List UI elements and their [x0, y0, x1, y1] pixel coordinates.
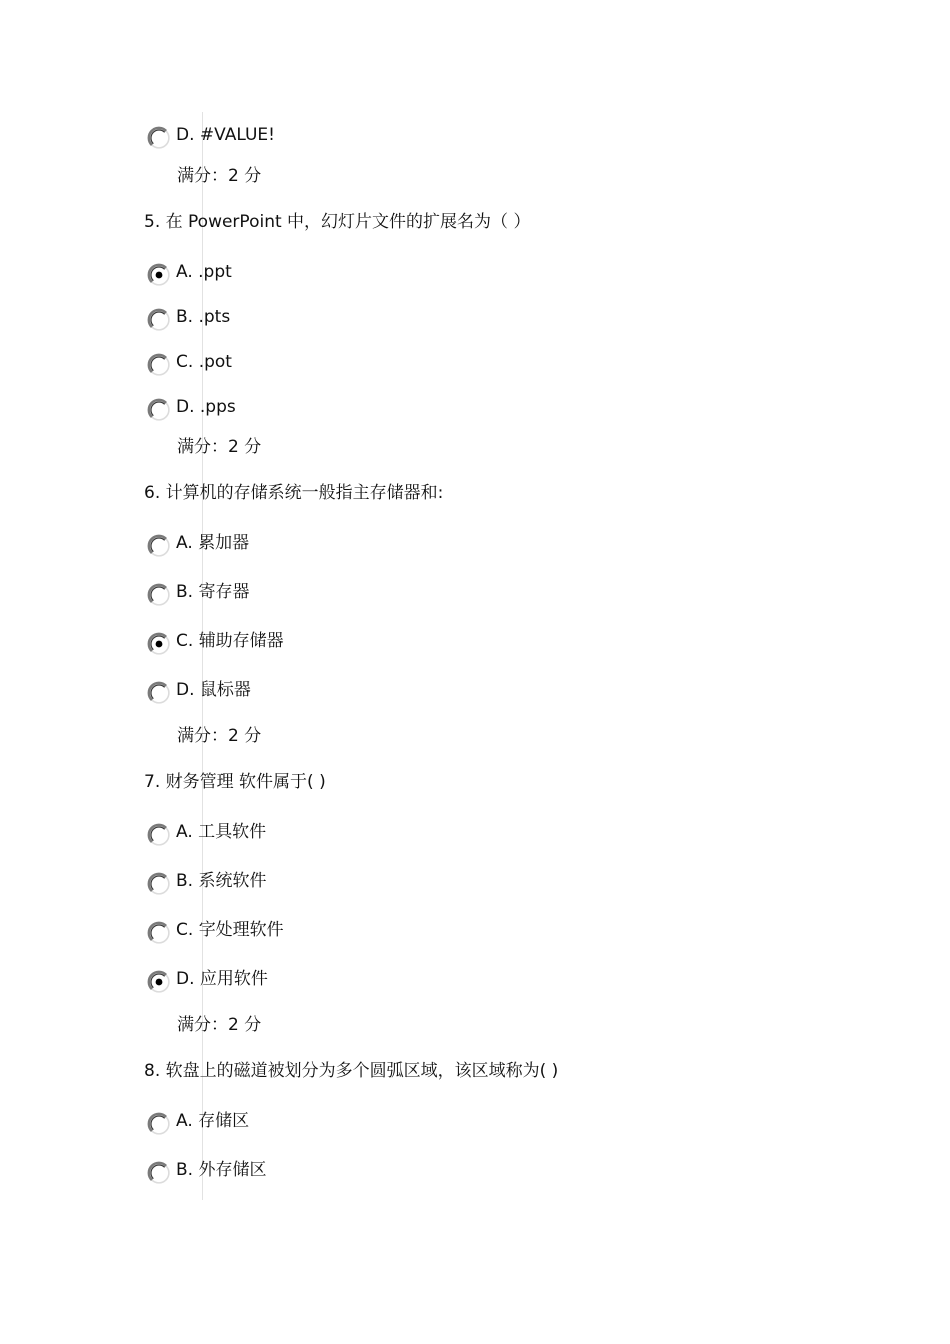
radio-unchecked-icon[interactable] — [146, 920, 172, 946]
radio-unchecked-icon[interactable] — [146, 307, 172, 333]
q5-option-b-label: B. .pts — [176, 307, 231, 327]
radio-unchecked-icon[interactable] — [146, 822, 172, 848]
radio-checked-icon[interactable] — [146, 969, 172, 995]
q7-score: 满分：2 分 — [177, 1015, 262, 1035]
q7-option-a-label: A. 工具软件 — [176, 822, 267, 842]
radio-unchecked-icon[interactable] — [146, 125, 172, 151]
q7-title: 7. 财务管理 软件属于( ) — [144, 772, 326, 792]
q4-option-d-label: D. #VALUE! — [176, 125, 275, 145]
q7-option-d-label: D. 应用软件 — [176, 969, 268, 989]
q6-option-c-label: C. 辅助存储器 — [176, 631, 284, 651]
q6-option-a-label: A. 累加器 — [176, 533, 250, 553]
q6-option-b-label: B. 寄存器 — [176, 582, 250, 602]
radio-unchecked-icon[interactable] — [146, 1111, 172, 1137]
radio-unchecked-icon[interactable] — [146, 582, 172, 608]
q5-title: 5. 在 PowerPoint 中，幻灯片文件的扩展名为（ ） — [144, 212, 531, 232]
q6-option-d-label: D. 鼠标器 — [176, 680, 251, 700]
q5-option-a-label: A. .ppt — [176, 262, 232, 282]
q8-option-a-label: A. 存储区 — [176, 1111, 250, 1131]
q7-option-b-label: B. 系统软件 — [176, 871, 267, 891]
q7-option-c-label: C. 字处理软件 — [176, 920, 284, 940]
radio-unchecked-icon[interactable] — [146, 397, 172, 423]
radio-unchecked-icon[interactable] — [146, 533, 172, 559]
radio-unchecked-icon[interactable] — [146, 871, 172, 897]
q8-option-b-label: B. 外存储区 — [176, 1160, 267, 1180]
radio-checked-icon[interactable] — [146, 631, 172, 657]
q4-score: 满分：2 分 — [177, 166, 262, 186]
radio-unchecked-icon[interactable] — [146, 680, 172, 706]
q8-title: 8. 软盘上的磁道被划分为多个圆弧区域，该区域称为( ) — [144, 1061, 559, 1081]
radio-checked-icon[interactable] — [146, 262, 172, 288]
q5-score: 满分：2 分 — [177, 437, 262, 457]
radio-unchecked-icon[interactable] — [146, 352, 172, 378]
q5-option-d-label: D. .pps — [176, 397, 236, 417]
q6-title: 6. 计算机的存储系统一般指主存储器和: — [144, 483, 444, 503]
q6-score: 满分：2 分 — [177, 726, 262, 746]
radio-unchecked-icon[interactable] — [146, 1160, 172, 1186]
q5-option-c-label: C. .pot — [176, 352, 232, 372]
